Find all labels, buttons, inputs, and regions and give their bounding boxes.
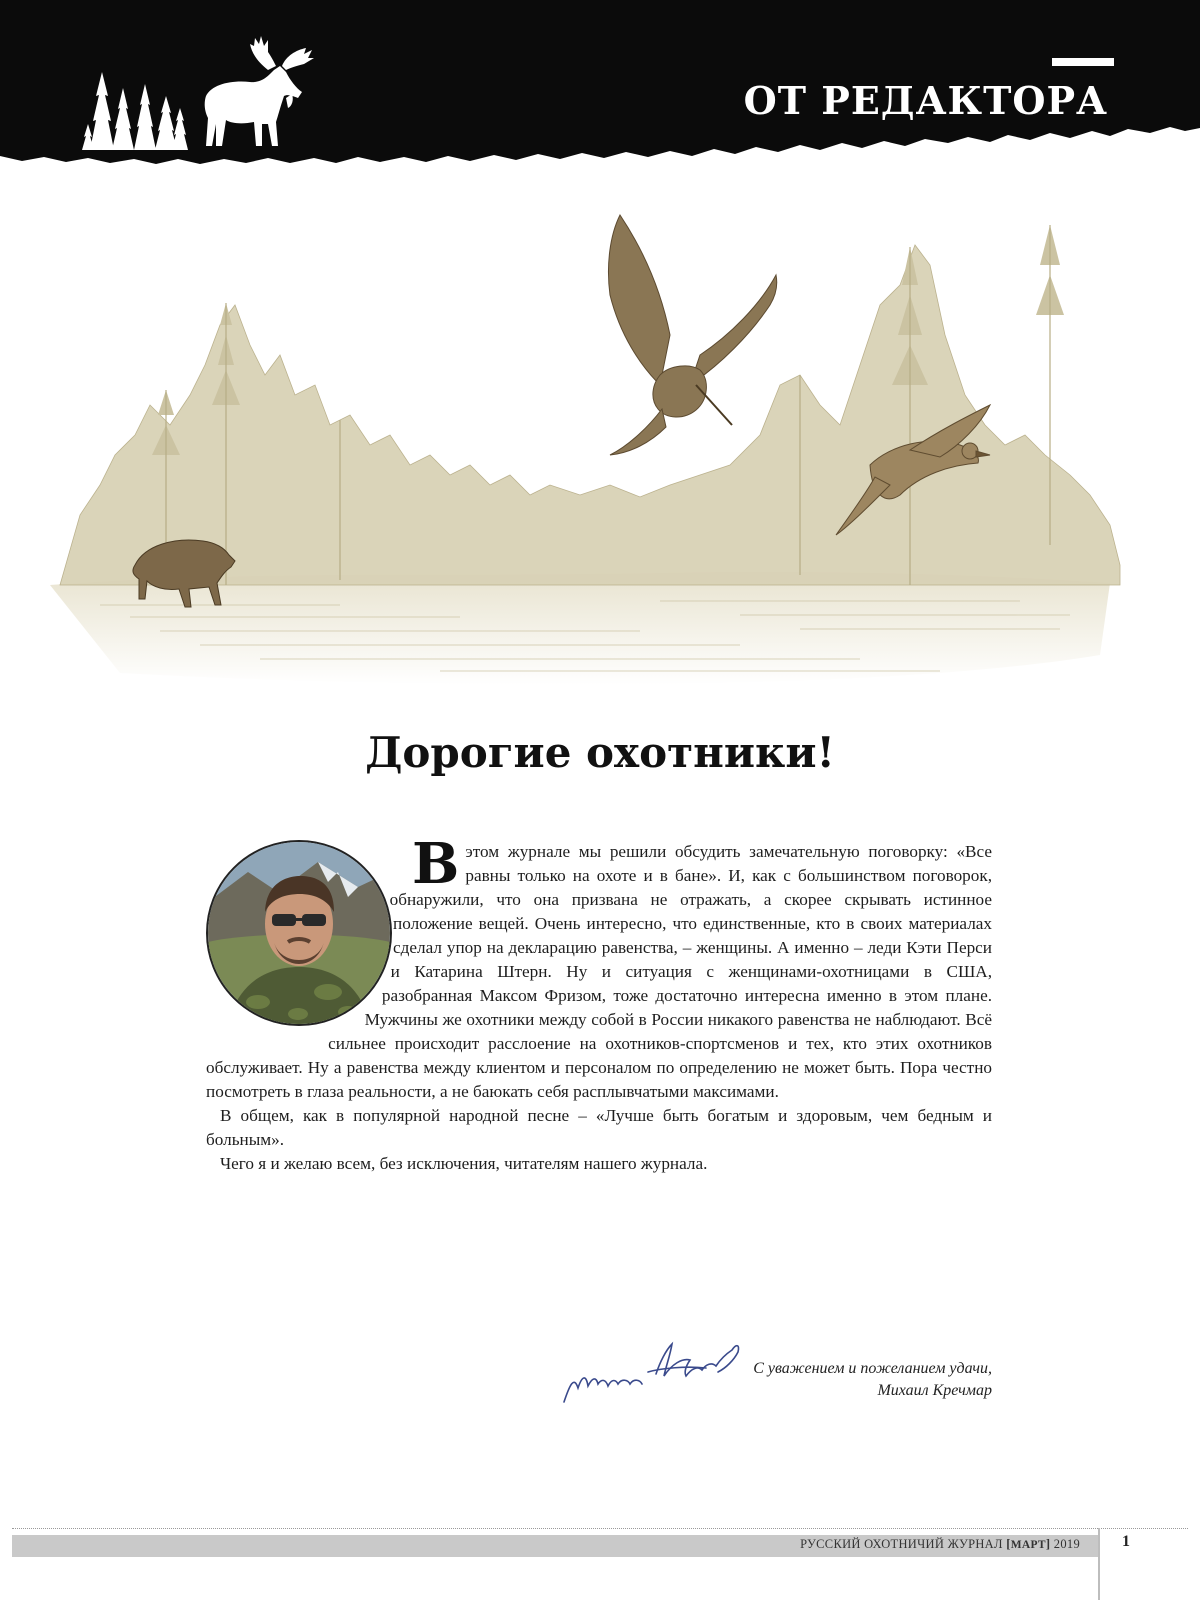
woodcock-icon [608,215,776,455]
journal-name: РУССКИЙ ОХОТНИЧИЙ ЖУРНАЛ [800,1537,1003,1551]
forest-landscape [40,185,1160,715]
bracket-open: [ [1006,1537,1011,1551]
footer-dotted-rule [12,1528,1188,1529]
issue-month: МАРТ [1010,1539,1046,1551]
treeline [60,245,1120,585]
footer-journal-info [800,1537,1080,1552]
headline: Дорогие охотники! [365,728,835,777]
section-title: ОТ РЕДАКТОРА [743,78,1108,123]
editorial-article [206,831,992,1176]
title-accent-bar [1052,58,1114,66]
author-name: Михаил Кречмар [877,1382,992,1399]
footer-divider [1098,1528,1100,1600]
article-paragraph: В общем, как в популярной народной песне – «Лучше быть богатым и здоровым, чем бедным и больным». [206,1106,992,1149]
page-number: 1 [1122,1533,1130,1550]
article-paragraph-text: этом журнале мы решили обсудить замечательную поговорку: «Все равны только на охоте и в бане». И, как с большинством поговорок, обнаружили, что она призвана не отражать, а скорее скрывать истинное положение вещей. Очень интересно, что единственные, кто в своих материалах сделал упор на декларацию равенства, – женщины. А именно – леди Кэти Перси и Катарина Штерн. Ну и ситуация с женщинами-охотницами в США, разобранная Максом Фризом, тоже достаточно интересна именно в этом плане. Мужчины же охотники между собой в России никакого равенства не наблюдают. Всё сильнее происходит расслоение на охотников-спортсменов и тех, кто этих охотников обслуживает. Ну а равенства между клиентом и персоналом по определению не может быть. Пора честно посмотреть в глаза реальности, а не баюкать себя расплывчатыми максимами. [206,842,992,1101]
header-band [0,0,1200,165]
bracket-close: ] [1045,1537,1051,1551]
drop-cap: В [412,831,460,897]
issue-year: 2019 [1053,1537,1080,1551]
article-paragraph: Чего я и желаю всем, без исключения, читателям нашего журнала. [220,1154,708,1173]
closing-line: С уважением и пожеланием удачи, [753,1360,992,1377]
closing-block [700,1358,992,1402]
